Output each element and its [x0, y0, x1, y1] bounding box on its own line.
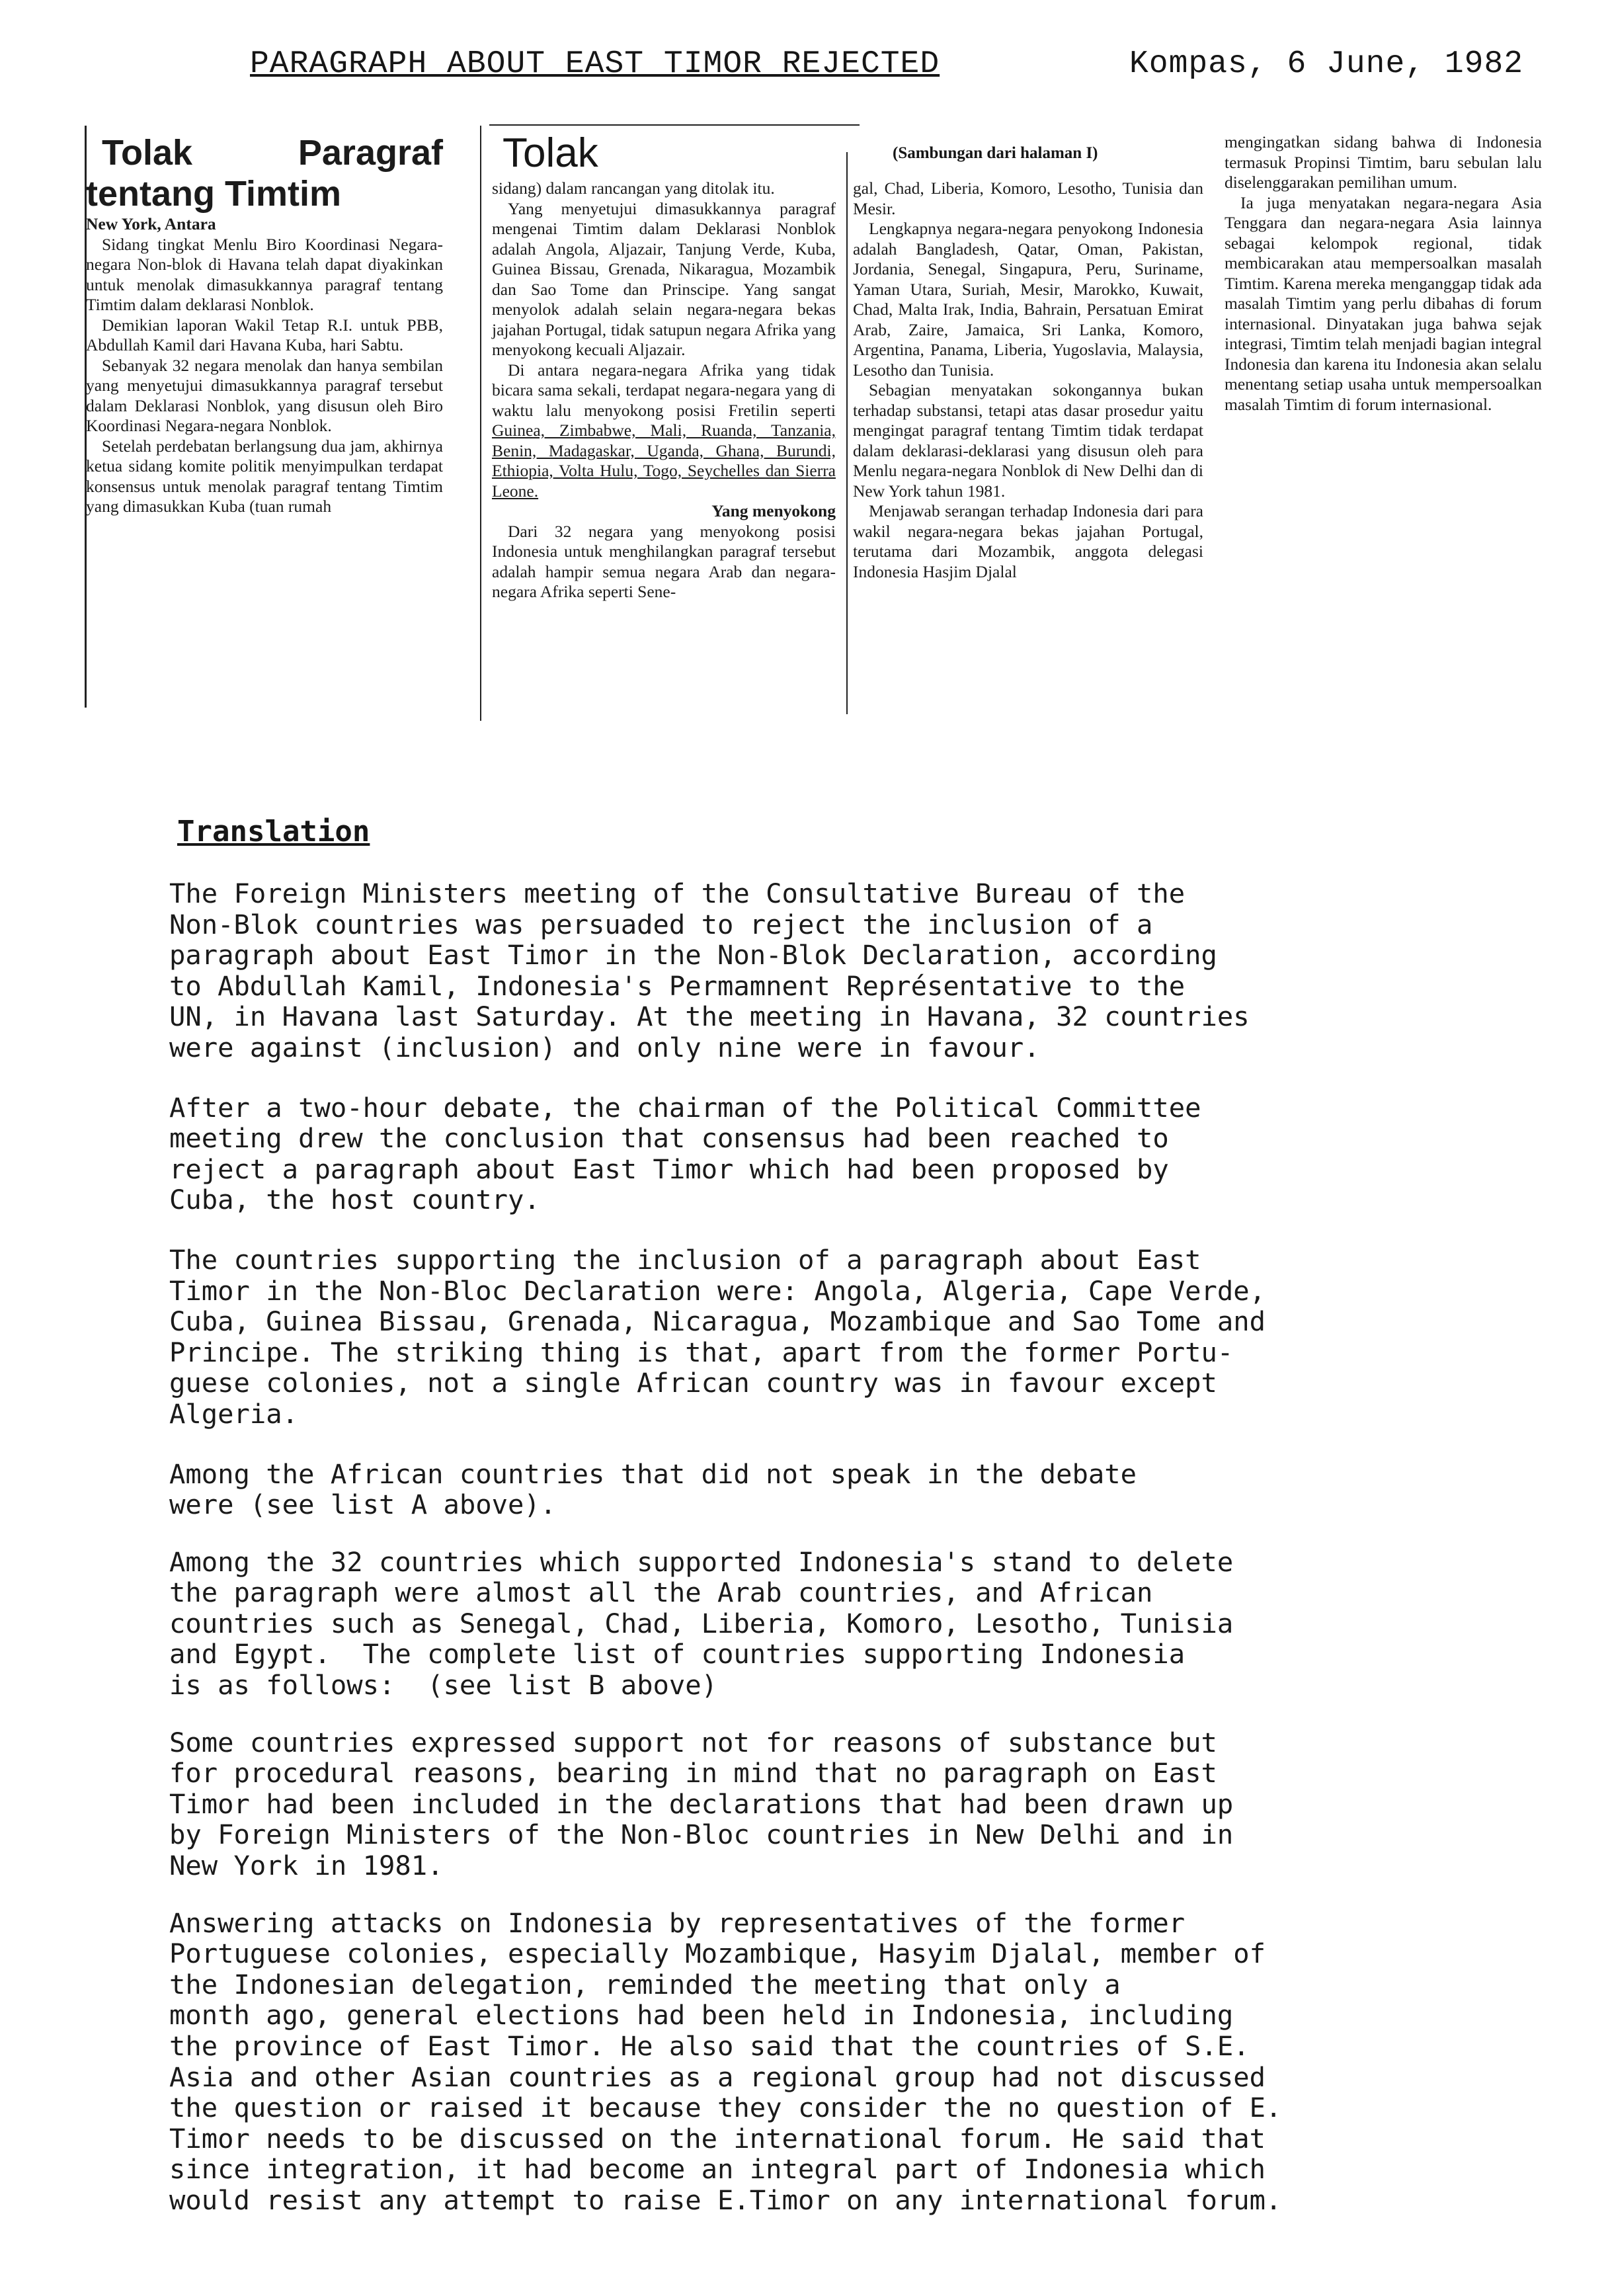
translation-paragraph: Answering attacks on Indonesia by representatives of the former Portuguese colonies, especially Mozambique, Hasyim Djalal, member of the Indonesian delegation, reminded the meeting that only a month ago, general elections had been held in Indonesia, including the province of East Timor. He also said that the countries of S.E. Asia and other Asian countries as a regional group had not discussed the question or raised it because they consider the no question of E. Timor needs to be discussed on the international forum. He said that since integration, it had become an integral part of Indonesia which would resist any attempt to raise E.Timor on any international forum. — [169, 1906, 1282, 2216]
clipping-paragraph: Sebanyak 32 negara menolak dan hanya sembilan yang menyetujui dimasukkannya paragraf tersebut dalam Deklarasi Nonblok, yang disusun oleh Biro Koordinasi Negara-negara Nonblok. — [86, 355, 443, 435]
clipping-paragraph: mengingatkan sidang bahwa di Indonesia termasuk Propinsi Timtim, baru sebulan lalu diselenggarakan pemilihan umum. — [1225, 132, 1542, 192]
clipping-column-1 — [86, 132, 443, 517]
clipping-col-divider-1 — [480, 126, 481, 721]
clipping-list-a: Guinea, Zimbabwe, Mali, Ruanda, Tanzania, Benin, Madagaskar, Uganda, Ghana, Burundi, Ethiopia, Volta Hulu, Togo, Seychelles dan Sierra Leone. — [492, 421, 836, 501]
clipping-paragraph: Dari 32 negara yang menyokong posisi Indonesia untuk menghilangkan paragraf tersebut adalah hampir semua negara Arab dan negara-negara Afrika seperti Sene- — [492, 521, 836, 601]
clipping-paragraph: Menjawab serangan terhadap Indonesia dari para wakil negara-negara bekas jajahan Portugal, terutama dari Mozambik, anggota delegasi Indonesia Hasjim Djalal — [853, 501, 1203, 581]
clipping-headline: Tolak Paragraf tentang Timtim — [86, 133, 443, 214]
clipping-continuation-note: (Sambungan dari halaman I) — [893, 144, 1098, 162]
clipping-paragraph: Sidang tingkat Menlu Biro Koordinasi Negara-negara Non-blok di Havana telah dapat diyakinkan untuk menolak dimasukkannya paragraf tentang Timtim dalam deklarasi Nonblok. — [86, 234, 443, 314]
clipping-paragraph — [492, 360, 836, 502]
clipping-paragraph: Demikian laporan Wakil Tetap R.I. untuk PBB, Abdullah Kamil dari Havana Kuba, hari Sabtu. — [86, 315, 443, 354]
translation-paragraph: The countries supporting the inclusion of a paragraph about East Timor in the Non-Bloc Declaration were: Angola, Algeria, Cape Verde, Cuba, Guinea Bissau, Grenada, Nicaragua, Mozambique and Sao Tome and Principe. The striking thing is that, apart from the former Portu- guese colonies, not a single African country was in favour except Algeria. — [169, 1243, 1266, 1430]
translation-paragraph: Among the African countries that did not speak in the debate were (see list A above). — [169, 1457, 1137, 1521]
translation-paragraph: Among the 32 countries which supported Indonesia's stand to delete the paragraph were almost all the Arab countries, and African countries such as Senegal, Chad, Liberia, Komoro, Lesotho, Tunisia and Egypt. The complete list of countries supporting Indonesia is as follows: (see list B above) — [169, 1545, 1234, 1702]
clipping-paragraph: Ia juga menyatakan negara-negara Asia Tenggara dan negara-negara Asia lainnya sebagai kelompok regional, tidak membicarakan atau mempersoalkan masalah Timtim. Karena mereka menganggap tidak ada masalah Timtim yang perlu dibahas di forum internasional. Dinyatakan juga bahwa sejak integrasi, Timtim telah menjadi bagian integral Indonesia dan karena itu Indonesia akan selalu menentang setiap usaha untuk mempersoalkan masalah Timtim di forum internasional. — [1225, 192, 1542, 414]
translation-body — [169, 878, 1591, 2245]
clipping-subhead: Yang menyokong — [711, 501, 836, 520]
clipping-continued-headline: Tolak — [502, 130, 598, 176]
clipping-paragraph: sidang) dalam rancangan yang ditolak itu. — [492, 179, 775, 198]
clipping-col-divider-2 — [846, 152, 848, 714]
document-title: PARAGRAPH ABOUT EAST TIMOR REJECTED — [250, 46, 940, 82]
translation-paragraph: Some countries expressed support not for reasons of substance but for procedural reasons, bearing in mind that no paragraph on East Timor had been included in the declarations that had been drawn up by Foreign Ministers of the Non-Bloc countries in New Delhi and in New York in 1981. — [169, 1726, 1234, 1882]
clipping-paragraph: gal, Chad, Liberia, Komoro, Lesotho, Tunisia dan Mesir. — [853, 179, 1203, 218]
clipping-top-rule — [489, 124, 860, 126]
clipping-paragraph: Setelah perdebatan berlangsung dua jam, akhirnya ketua sidang komite politik menyimpulkan terdapat konsensus untuk menolak paragraf tentang Timtim yang dimasukkan Kuba (tuan rumah — [86, 436, 443, 516]
clipping-column-2 — [492, 179, 836, 602]
clipping-column-4 — [1225, 132, 1542, 415]
translation-paragraph: After a two-hour debate, the chairman of the Political Committee meeting drew the conclusion that consensus had been reached to reject a paragraph about East Timor which had been proposed by Cuba, the host country. — [169, 1091, 1201, 1216]
translation-paragraph: The Foreign Ministers meeting of the Consultative Bureau of the Non-Blok countries was persuaded to reject the inclusion of a paragraph about East Timor in the Non-Blok Declaration, according to Abdullah Kamil, Indonesia's Permamnent Représentative to the UN, in Havana last Saturday. At the meeting in Havana, 32 countries were against (inclusion) and only nine were in favour. — [169, 878, 1250, 1063]
translation-heading: Translation — [177, 815, 370, 848]
clipping-list-b: Lengkapnya negara-negara penyokong Indonesia adalah Bangladesh, Qatar, Oman, Pakistan, Jordania, Senegal, Singapura, Peru, Suriname, Yaman Utara, Suriah, Mesir, Marokko, Kuwait, Chad, Malta Irak, India, Bahrain, Persatuan Emirat Arab, Zaire, Jamaica, Sri Lanka, Komoro, Argentina, Panama, Liberia, Yugoslavia, Malaysia, Lesotho dan Tunisia. — [853, 219, 1203, 380]
clipping-dateline: New York, Antara — [86, 214, 216, 233]
document-source-date: Kompas, 6 June, 1982 — [1129, 46, 1524, 82]
clipping-column-3 — [853, 179, 1203, 582]
clipping-text: Di antara negara-negara Afrika yang tidak bicara sama sekali, terdapat negara-negara yang di waktu lalu menyokong posisi Fretilin seperti — [492, 360, 836, 420]
clipping-paragraph: Sebagian menyatakan sokongannya bukan terhadap substansi, tetapi atas dasar prosedur yaitu mengingat paragraf tentang Timtim tidak terdapat dalam deklarasi-deklarasi yang disusun oleh para Menlu negara-negara Nonblok di New Delhi dan di New York tahun 1981. — [853, 380, 1203, 501]
clipping-paragraph: Yang menyetujui dimasukkannya paragraf mengenai Timtim dalam Deklarasi Nonblok adalah Angola, Aljazair, Tanjung Verde, Kuba, Guinea Bissau, Grenada, Nikaragua, Mozambik dan Sao Tome dan Prinscipe. Yang sangat menyolok adalah selain negara-negara bekas jajahan Portugal, tidak satupun negara Afrika yang menyokong kecuali Aljazair. — [492, 198, 836, 359]
